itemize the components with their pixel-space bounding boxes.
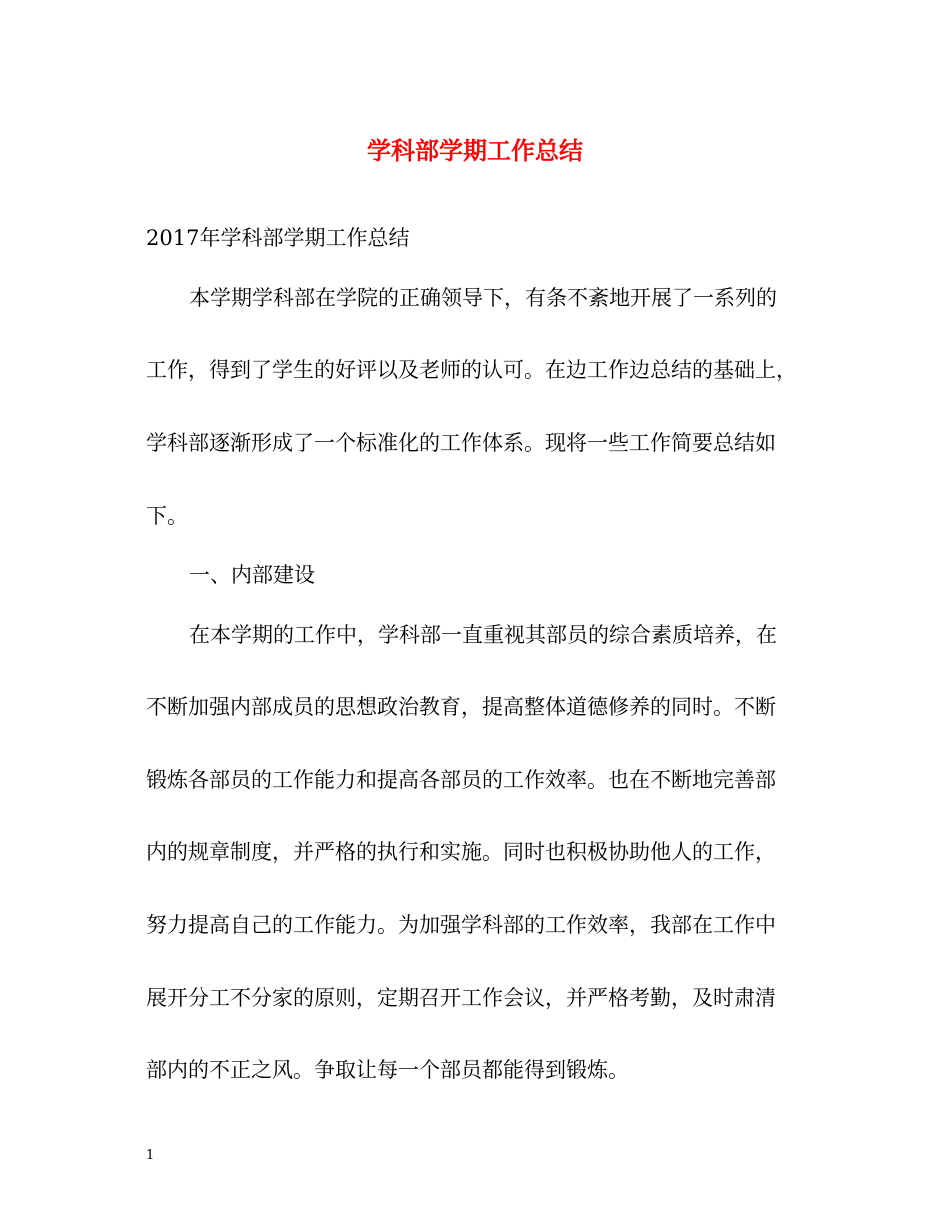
paragraph-line: 工作，得到了学生的好评以及老师的认可。在边工作边总结的基础上， <box>146 358 797 382</box>
paragraph-line: 展开分工不分家的原则，定期召开工作会议，并严格考勤，及时肃清 <box>146 986 776 1010</box>
section-heading: 一、内部建设 <box>189 563 315 587</box>
paragraph-line: 部内的不正之风。争取让每一个部员都能得到锻炼。 <box>146 1058 629 1082</box>
paragraph-line: 在本学期的工作中，学科部一直重视其部员的综合素质培养，在 <box>189 623 777 647</box>
paragraph-line: 下。 <box>146 504 188 528</box>
paragraph-line: 内的规章制度，并严格的执行和实施。同时也积极协助他人的工作， <box>146 840 776 864</box>
paragraph-line: 学科部逐渐形成了一个标准化的工作体系。现将一些工作简要总结如 <box>146 431 776 455</box>
page-number: 1 <box>146 1148 155 1163</box>
paragraph-line: 本学期学科部在学院的正确领导下，有条不紊地开展了一系列的 <box>189 286 777 310</box>
document-title: 学科部学期工作总结 <box>367 136 583 165</box>
paragraph-line: 努力提高自己的工作能力。为加强学科部的工作效率，我部在工作中 <box>146 913 776 937</box>
paragraph-line: 锻炼各部员的工作能力和提高各部员的工作效率。也在不断地完善部 <box>146 768 776 792</box>
paragraph-line: 不断加强内部成员的思想政治教育，提高整体道德修养的同时。不断 <box>146 695 776 719</box>
document-subtitle: 2017年学科部学期工作总结 <box>146 226 410 250</box>
